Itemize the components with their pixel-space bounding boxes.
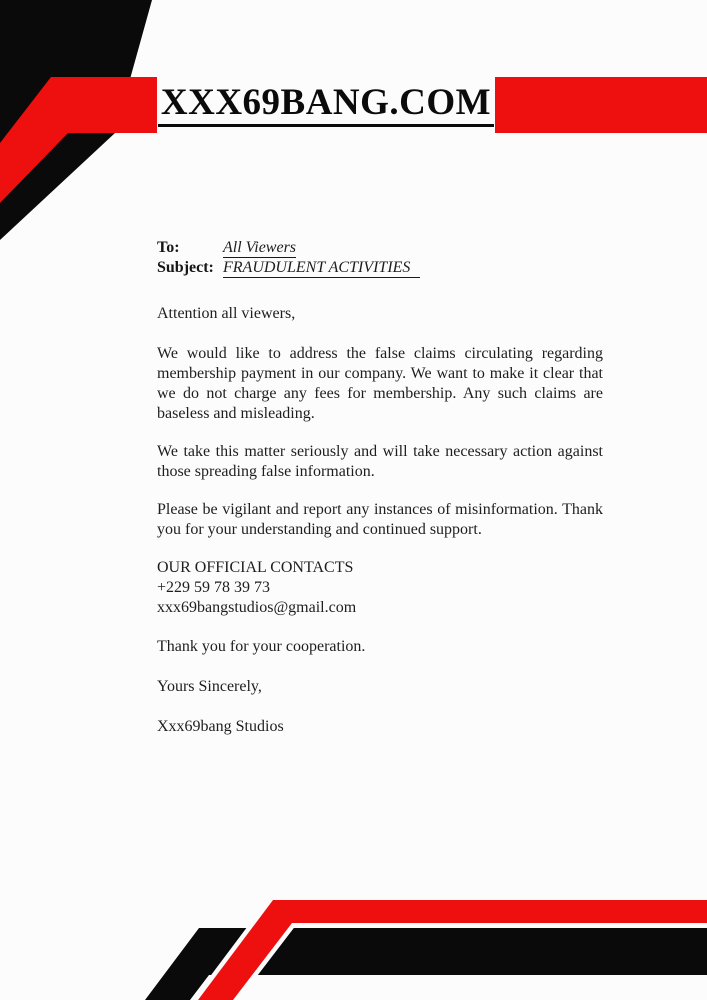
black-corner-shape <box>0 0 152 240</box>
to-label: To: <box>157 239 180 256</box>
letter-line: we do not charge any fees for membership. Any such claims are <box>157 385 603 402</box>
contacts-block <box>157 558 603 618</box>
contact-email: xxx69bangstudios@gmail.com <box>157 599 357 616</box>
red-chevron-shape <box>0 77 157 203</box>
letterhead-top-decoration <box>0 0 707 260</box>
title-banner <box>157 84 495 128</box>
subject-label: Subject: <box>157 259 214 276</box>
subject-row <box>157 258 603 278</box>
letter-paragraph <box>157 500 603 540</box>
closing-salutation: Yours Sincerely, <box>157 678 262 695</box>
letter-line: Please be vigilant and report any instances of misinformation. Thank <box>157 501 603 518</box>
greeting-line: Attention all viewers, <box>157 305 296 322</box>
contacts-heading: OUR OFFICIAL CONTACTS <box>157 559 354 576</box>
closing-cooperation: Thank you for your cooperation. <box>157 638 366 655</box>
red-band-right <box>495 77 707 133</box>
contact-phone: +229 59 78 39 73 <box>157 579 271 596</box>
bottom-red-band <box>198 900 707 1000</box>
letter-line: membership payment in our company. We want to make it clear that <box>157 365 603 382</box>
letter-paragraph <box>157 442 603 482</box>
subject-value: FRAUDULENT ACTIVITIES <box>223 259 420 278</box>
letter-content <box>157 238 603 737</box>
page-title: XXX69BANG.COM <box>158 84 494 127</box>
letter-line: you for your understanding and continued support. <box>157 521 482 538</box>
letter-line: We take this matter seriously and will take necessary action against <box>157 443 603 460</box>
letter-line: baseless and misleading. <box>157 405 315 422</box>
letter-body <box>157 344 603 540</box>
signature-name: Xxx69bang Studios <box>157 718 284 735</box>
to-row <box>157 238 603 258</box>
letter-line: We would like to address the false claims circulating regarding <box>157 345 603 362</box>
letter-line: those spreading false information. <box>157 463 375 480</box>
letter-paragraph <box>157 344 603 424</box>
bottom-black-band <box>145 928 707 1000</box>
letterhead-bottom-decoration <box>0 860 707 1000</box>
to-value: All Viewers <box>223 239 297 256</box>
